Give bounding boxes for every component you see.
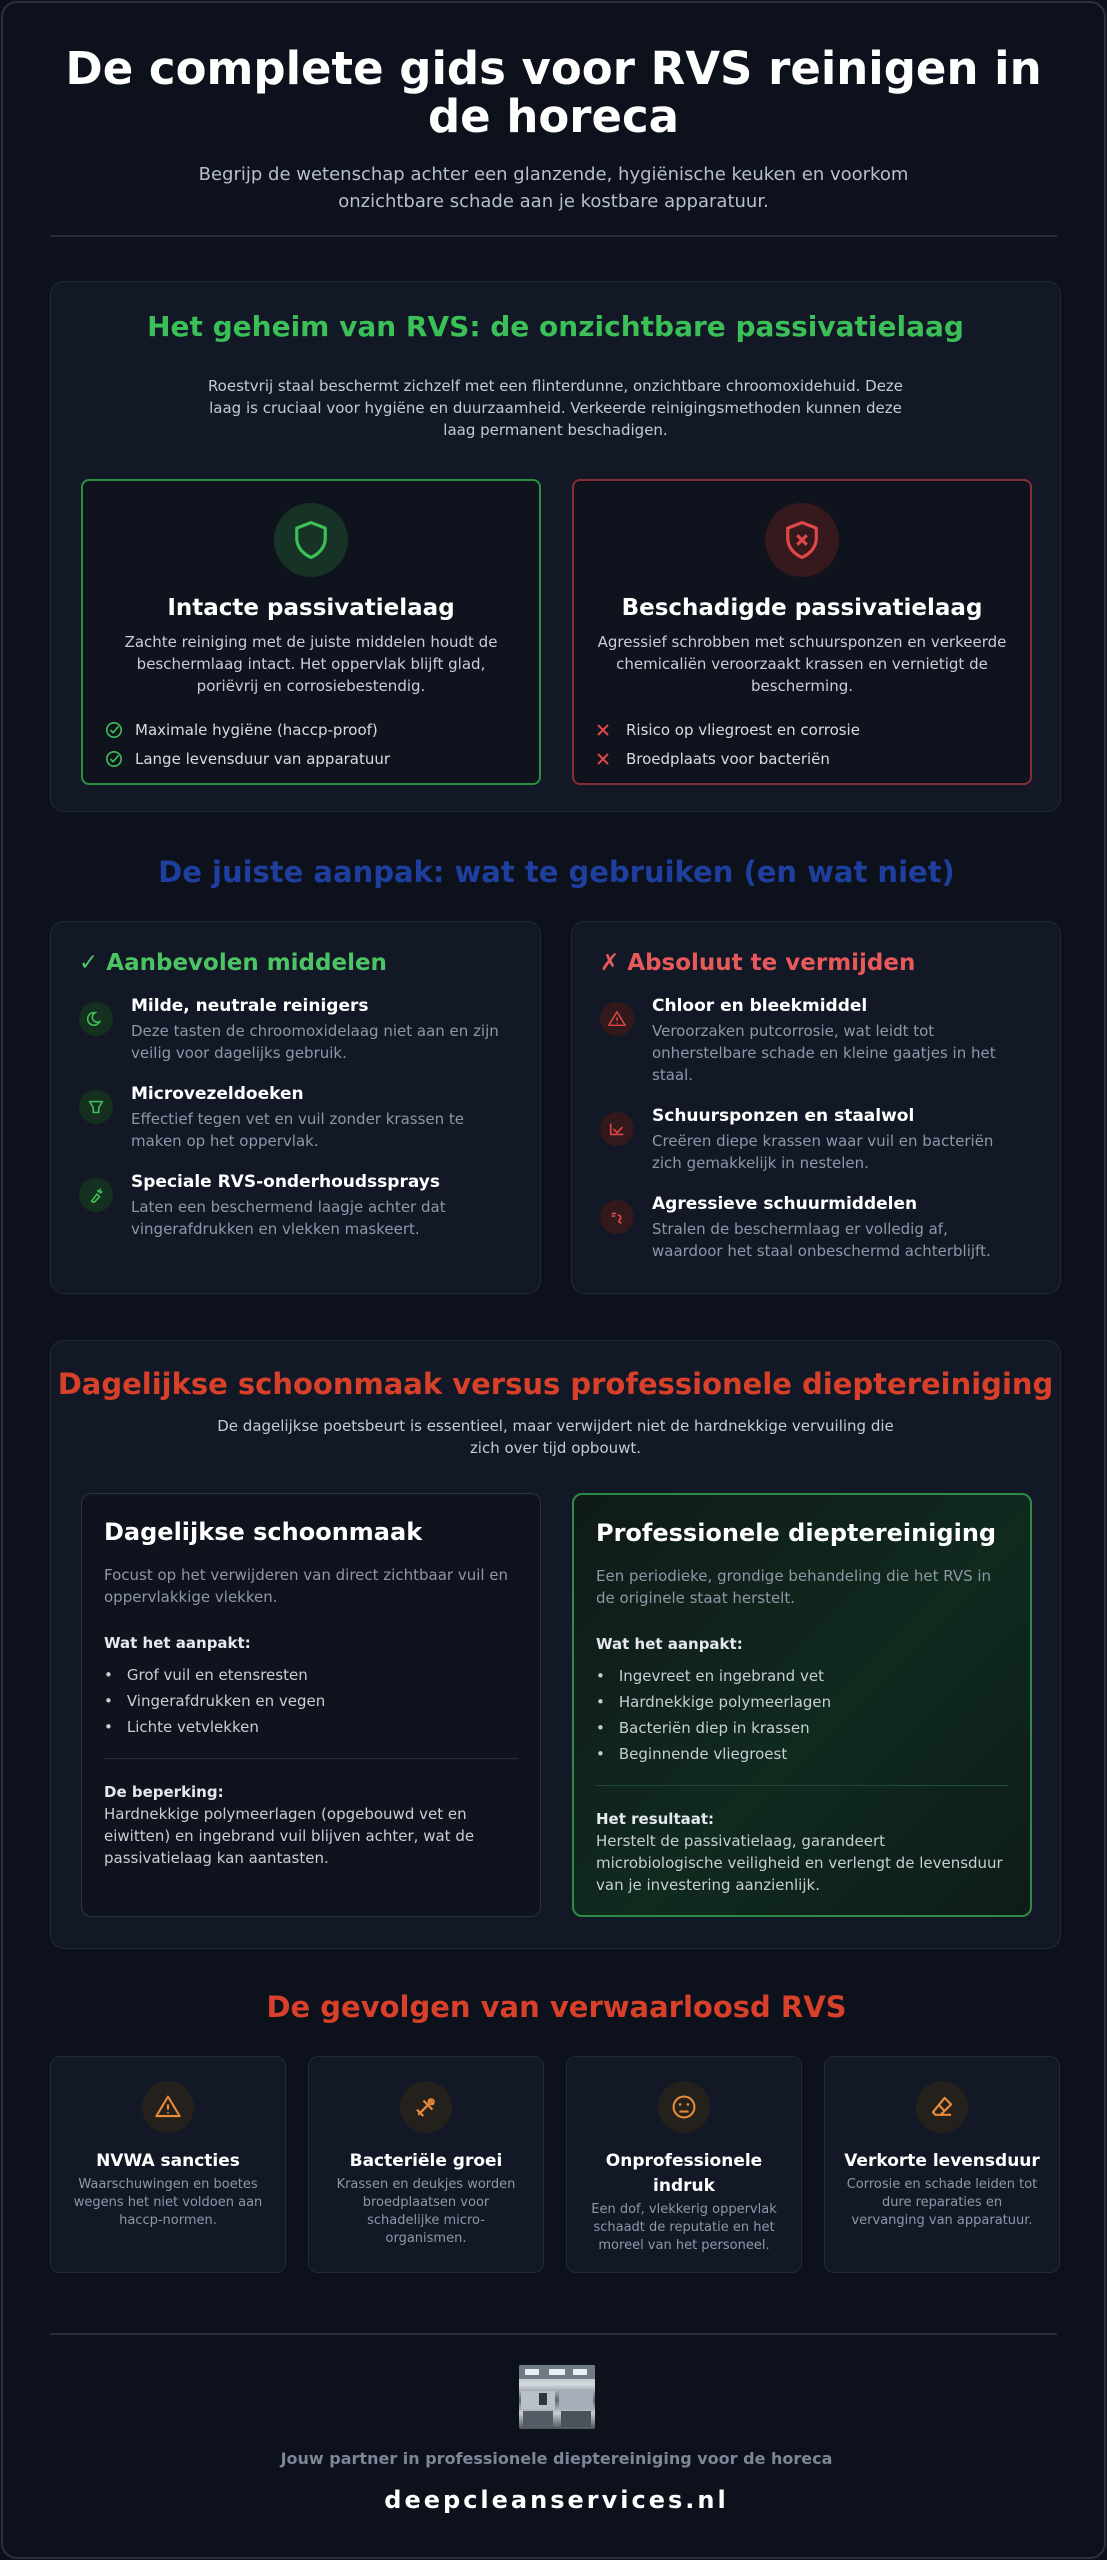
eraser-icon xyxy=(916,2081,968,2133)
intact-layer-text: Zachte reiniging met de juiste middelen houdt de beschermlaag intact. Het oppervlak blijft glad, poriëvrij en corrosiebestendig. xyxy=(124,633,498,695)
page-frame xyxy=(1,1,1106,2559)
pro-result-text: Herstelt de passivatielaag, garandeert microbiologische veiligheid en verlengt de levensduur van je investering aanzienlijk. xyxy=(596,1832,1003,1894)
page-header xyxy=(3,3,1104,215)
item-text: Veroorzaken putcorrosie, wat leidt tot onherstelbare schade en kleine gaatjes in het staal. xyxy=(652,1022,996,1084)
footer xyxy=(3,2365,1106,2514)
list-item: • Bacteriën diep in krassen xyxy=(596,1715,1030,1741)
versus-section xyxy=(50,1340,1061,1949)
intact-item-label: Lange levensduur van apparatuur xyxy=(135,749,391,768)
consequence-card xyxy=(50,2056,286,2273)
versus-intro: De dagelijkse poetsbeurt is essentieel, maar verwijdert niet de hardnekkige vervuiling die zich over tijd opbouwt. xyxy=(217,1417,894,1457)
passivation-intro: Roestvrij staal beschermt zichzelf met een flinterdunne, onzichtbare chroomoxidehuid. Deze laag is cruciaal voor hygiëne en duurzaamheid. Verkeerde reinigingsmethoden kunnen deze laag permanent beschadigen. xyxy=(207,377,904,439)
list-item xyxy=(600,996,1060,1086)
intact-layer-title: Intacte passivatielaag xyxy=(167,595,455,621)
item-text: Stralen de beschermlaag er volledig af, waardoor het staal onbeschermd achterblijft. xyxy=(652,1220,991,1260)
kitchen-photo xyxy=(519,2365,595,2429)
list-item xyxy=(79,1084,540,1152)
list-item: • Lichte vetvlekken xyxy=(104,1714,540,1740)
item-text: Effectief tegen vet en vuil zonder krassen te maken op het oppervlak. xyxy=(131,1110,465,1150)
item-title: Milde, neutrale reinigers xyxy=(131,996,369,1016)
divider xyxy=(104,1758,518,1759)
intact-item-label: Maximale hygiëne (haccp-proof) xyxy=(135,720,378,739)
list-item xyxy=(79,1172,540,1240)
list-item xyxy=(105,715,539,744)
consequence-title: Bacteriële groei xyxy=(349,2151,503,2171)
list-item xyxy=(596,715,1030,744)
x-icon xyxy=(596,723,616,737)
item-title: Speciale RVS-onderhoudssprays xyxy=(131,1172,440,1192)
check-circle-icon xyxy=(105,721,125,739)
damaged-layer-card xyxy=(572,479,1032,785)
divider xyxy=(596,1785,1008,1786)
pro-result-label: Het resultaat: xyxy=(596,1810,715,1828)
cloth-icon xyxy=(79,1090,113,1124)
list-item: • Hardnekkige polymeerlagen xyxy=(596,1689,1030,1715)
avoid-card xyxy=(571,921,1061,1294)
damaged-item-label: Broedplaats voor bacteriën xyxy=(626,749,830,768)
footer-domain[interactable]: deepcleanservices.nl xyxy=(384,2486,729,2514)
intact-layer-card xyxy=(81,479,541,785)
avoid-title: ✗ Absoluut te vermijden xyxy=(600,950,916,976)
recommended-title: ✓ Aanbevolen middelen xyxy=(79,950,387,976)
consequence-text: Corrosie en schade leiden tot dure reparaties en vervanging van apparatuur. xyxy=(846,2177,1038,2228)
list-item: • Vingerafdrukken en vegen xyxy=(104,1688,540,1714)
consequence-card xyxy=(308,2056,544,2273)
approach-title: De juiste aanpak: wat te gebruiken (en wat niet) xyxy=(158,855,955,889)
list-item xyxy=(596,744,1030,773)
microbe-icon xyxy=(400,2081,452,2133)
damaged-layer-title: Beschadigde passivatielaag xyxy=(621,595,983,621)
divider xyxy=(50,2333,1057,2335)
list-item xyxy=(600,1194,1060,1262)
list-item: • Ingevreet en ingebrand vet xyxy=(596,1663,1030,1689)
list-item: • Beginnende vliegroest xyxy=(596,1741,1030,1767)
list-item xyxy=(79,996,540,1064)
damaged-item-label: Risico op vliegroest en corrosie xyxy=(626,720,860,739)
check-circle-icon xyxy=(105,750,125,768)
consequence-card xyxy=(824,2056,1060,2273)
consequence-title: Verkorte levensduur xyxy=(844,2151,1040,2171)
versus-title: Dagelijkse schoonmaak versus professionele dieptereiniging xyxy=(57,1367,1054,1401)
daily-limit-text: Hardnekkige polymeerlagen (opgebouwd vet en eiwitten) en ingebrand vuil blijven achter, wat de passivatielaag kan aantasten. xyxy=(104,1805,475,1867)
consequences-title: De gevolgen van verwaarloosd RVS xyxy=(266,1990,847,2024)
x-icon xyxy=(596,752,616,766)
page-title: De complete gids voor RVS reinigen in de horeca xyxy=(65,42,1042,143)
abrasive-icon xyxy=(600,1200,634,1234)
footer-tagline: Jouw partner in professionele dieptereiniging voor de horeca xyxy=(280,2449,833,2468)
list-item xyxy=(105,744,539,773)
item-title: Agressieve schuurmiddelen xyxy=(652,1194,918,1214)
damaged-layer-text: Agressief schrobben met schuursponzen en verkeerde chemicaliën veroorzaakt krassen en vernietigt de bescherming. xyxy=(597,633,1007,695)
passivation-section xyxy=(50,281,1061,812)
item-title: Schuursponzen en staalwol xyxy=(652,1106,915,1126)
list-item xyxy=(600,1106,1060,1174)
consequence-text: Krassen en deukjes worden broedplaatsen voor schadelijke micro-organismen. xyxy=(336,2177,516,2246)
daily-intro: Focust op het verwijderen van direct zichtbaar vuil en oppervlakkige vlekken. xyxy=(104,1566,509,1606)
consequence-title: Onprofessionele indruk xyxy=(605,2151,763,2196)
daily-label: Wat het aanpakt: xyxy=(104,1634,251,1652)
consequence-text: Een dof, vlekkerig oppervlak schaadt de reputatie en het moreel van het personeel. xyxy=(591,2202,777,2253)
item-text: Laten een beschermend laagje achter dat vingerafdrukken en vlekken maskeert. xyxy=(131,1198,446,1238)
recommended-card xyxy=(50,921,541,1294)
shield-check-icon xyxy=(274,503,348,577)
item-text: Deze tasten de chroomoxidelaag niet aan en zijn veilig voor dagelijks gebruik. xyxy=(131,1022,499,1062)
warning-icon xyxy=(142,2081,194,2133)
warning-icon xyxy=(600,1002,634,1036)
frown-icon xyxy=(658,2081,710,2133)
daily-title: Dagelijkse schoonmaak xyxy=(104,1518,423,1546)
divider xyxy=(50,235,1057,237)
item-title: Microvezeldoeken xyxy=(131,1084,304,1104)
pro-label: Wat het aanpakt: xyxy=(596,1635,743,1653)
pro-intro: Een periodieke, grondige behandeling die het RVS in de originele staat herstelt. xyxy=(596,1567,992,1607)
daily-limit-label: De beperking: xyxy=(104,1783,224,1801)
item-title: Chloor en bleekmiddel xyxy=(652,996,868,1016)
spray-icon xyxy=(79,1178,113,1212)
shield-x-icon xyxy=(765,503,839,577)
consequence-text: Waarschuwingen en boetes wegens het niet voldoen aan haccp-normen. xyxy=(73,2177,263,2228)
consequence-card xyxy=(566,2056,802,2273)
pro-title: Professionele dieptereiniging xyxy=(596,1519,997,1547)
item-text: Creëren diepe krassen waar vuil en bacteriën zich gemakkelijk in nestelen. xyxy=(652,1132,994,1172)
pro-clean-card xyxy=(572,1493,1032,1917)
consequence-title: NVWA sancties xyxy=(96,2151,240,2171)
list-item: • Grof vuil en etensresten xyxy=(104,1662,540,1688)
passivation-title: Het geheim van RVS: de onzichtbare passivatielaag xyxy=(147,310,964,343)
page-subtitle: Begrijp de wetenschap achter een glanzende, hygiënische keuken en voorkom onzichtbare schade aan je kostbare apparatuur. xyxy=(198,164,909,212)
daily-clean-card xyxy=(81,1493,541,1917)
moon-icon xyxy=(79,1002,113,1036)
sponge-icon xyxy=(600,1112,634,1146)
